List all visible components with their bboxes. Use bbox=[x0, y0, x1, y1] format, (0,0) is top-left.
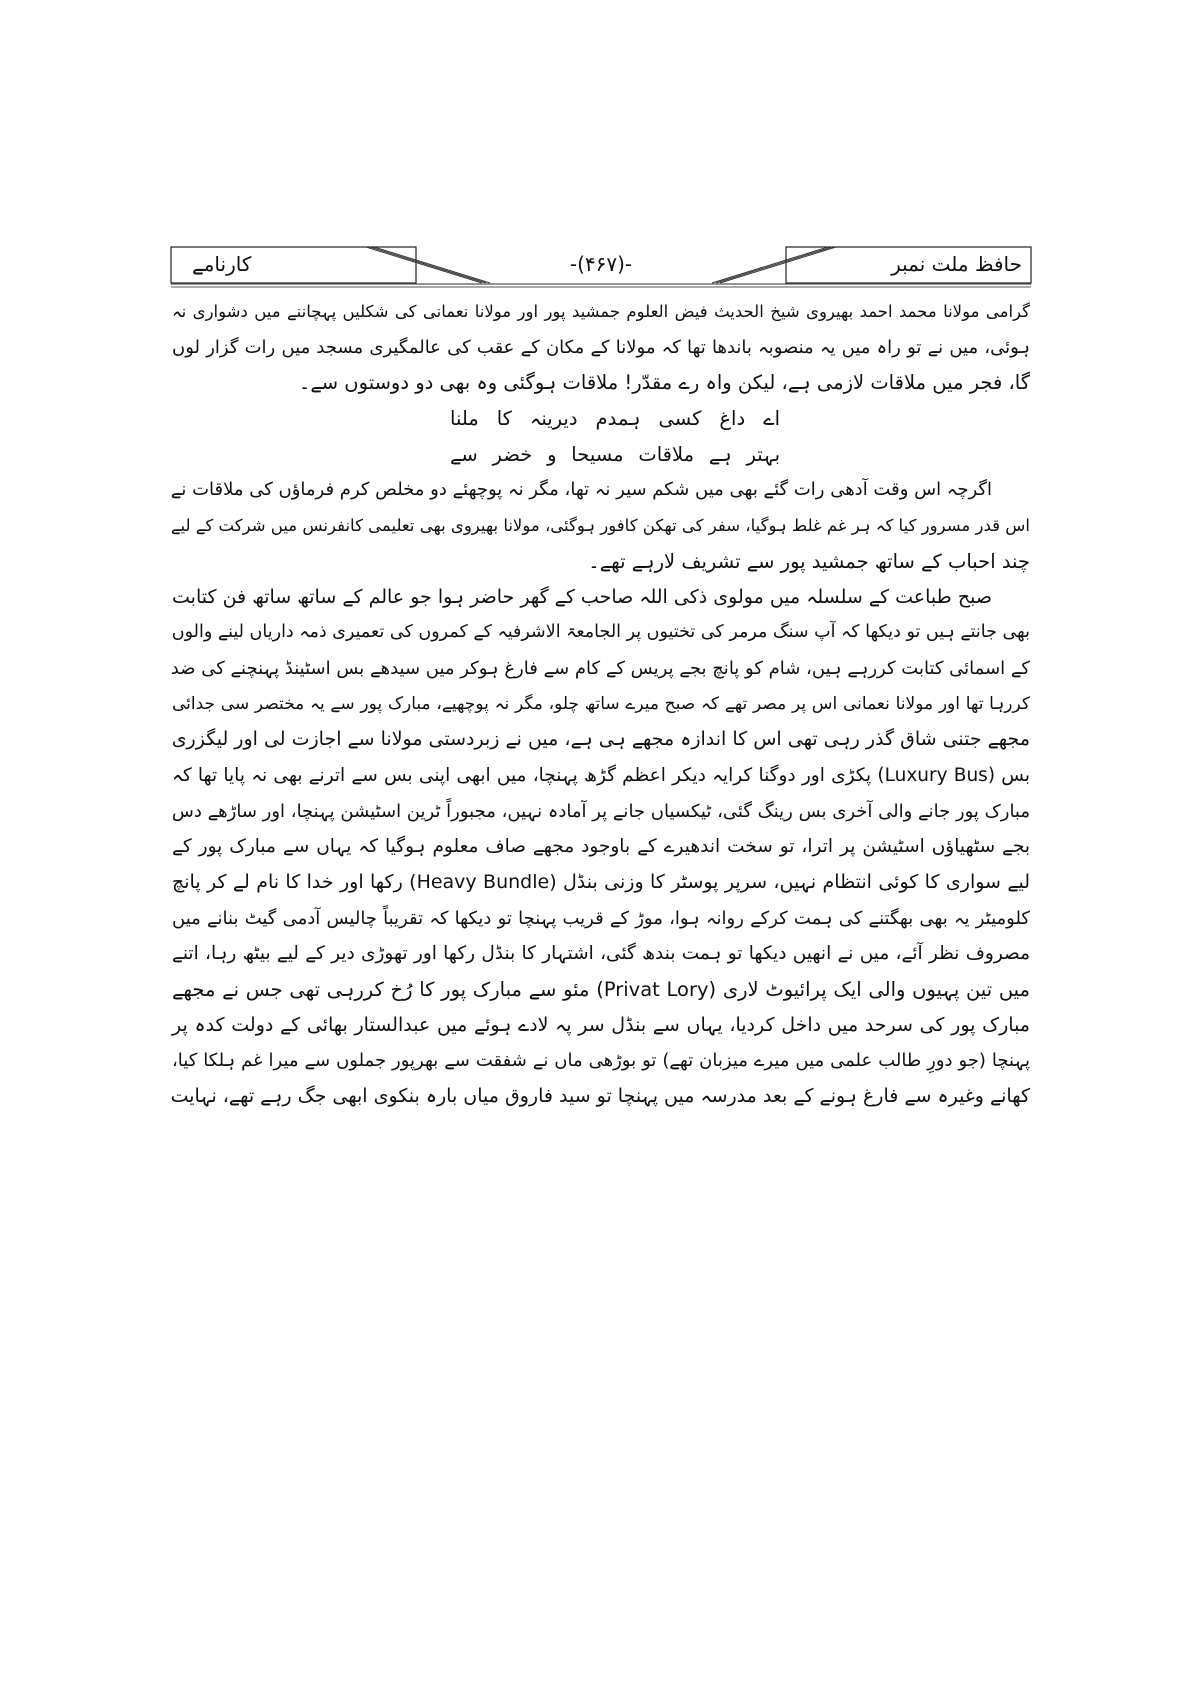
text-line: پہنچا (جو دورِ طالب علمی میں میرے میزبان تھے) تو بوڑھی ماں نے شفقت سے بھرپور جملوں سے میرا غم ہلکا کیا، bbox=[172, 1050, 1030, 1072]
text-line: مصروف نظر آئے، میں نے انھیں دیکھا تو ہمت بندھ گئی، اشتہار کا بنڈل رکھا اور تھوڑی دیر کے لیے بیٹھ رہا، اتنے bbox=[172, 943, 1030, 965]
text-line: کررہا تھا اور مولانا نعمانی اس پر مصر تھے کہ صبح میرے ساتھ چلو، مگر نہ پوچھیے، مبارک پور سے یہ مختصر سی جدائی bbox=[172, 693, 1030, 714]
text-line: بجے سٹھیاؤں اسٹیشن پر اترا، تو سخت اندھیرے کے باوجود مجھے صاف معلوم ہوگیا کہ یہاں سے مبارک پور کے bbox=[172, 836, 1030, 858]
text-line: بس (Luxury Bus) پکڑی اور دوگنا کرایہ دیکر اعظم گڑھ پہنچا، میں ابھی اپنی بس سے اترنے بھی نہ پایا تھا کہ bbox=[172, 764, 1030, 786]
text-line: کلومیٹر یہ بھی بھگتنے کی ہمت کرکے روانہ ہوا، موڑ کے قریب پہنچا تو دیکھا کہ تقریباً چالیس آدمی گیٹ بنانے میں bbox=[172, 907, 1030, 929]
text-line: گرامی مولانا محمد احمد بھیروی شیخ الحدیث فیض العلوم جمشید پور اور مولانا نعمانی کی شکلیں پہچاننے میں دشواری نہ bbox=[172, 302, 1030, 321]
issue-title: حافظ ملت نمبر bbox=[891, 252, 1022, 276]
text-line: صبح طباعت کے سلسلہ میں مولوی ذکی اللہ صاحب کے گھر حاضر ہوا جو عالم کے ساتھ ساتھ فن کتابت bbox=[172, 585, 992, 608]
text-line: کھانے وغیرہ سے فارغ ہونے کے بعد مدرسہ میں پہنچا تو سید فاروق میاں بارہ بنکوی ابھی جگ رہے تھے، نہایت bbox=[170, 1085, 1030, 1108]
text-line: مجھے جتنی شاق گذر رہی تھی اس کا اندازہ مجھے ہی ہے، میں نے زبردستی مولانا سے اجازت لی اور لیگزری bbox=[171, 728, 1030, 751]
text-line: کے اسمائی کتابت کررہے ہیں، شام کو پانچ بجے پریس کے کام سے فارغ ہوکر میں سیدھے بس اسٹینڈ پہنچنے کی ضد bbox=[170, 657, 1030, 679]
verse-line: اے داغ کسی ہمدم دیرینہ کا ملنا bbox=[450, 407, 780, 431]
page-header bbox=[170, 246, 1032, 288]
text-line: اس قدر مسرور کیا کہ ہر غم غلط ہوگیا، سفر کی تھکن کافور ہوگئی، مولانا بھیروی بھی تعلیمی کانفرنس میں شرکت کے لیے bbox=[170, 516, 1030, 536]
text-line: ہوئی، میں نے تو راہ میں یہ منصوبہ باندھا تھا کہ مولانا کے مکان کے عقب کی عالمگیری مسجد میں رات گزار لوں bbox=[172, 336, 1030, 358]
text-line: مبارک پور جانے والی آخری بس رینگ گئی، ٹیکسیاں جانے پر آمادہ نہیں، مجبوراً ٹرین اسٹیشن پہنچا، اور ساڑھے دس bbox=[171, 800, 1030, 822]
text-line: گا، فجر میں ملاقات لازمی ہے، لیکن واہ رے مقدّر! ملاقات ہوگئی وہ بھی دو دوستوں سے۔ bbox=[298, 371, 1030, 395]
text-line: بھی جانتے ہیں تو دیکھا کہ آپ سنگ مرمر کی تختیوں پر الجامعۃ الاشرفیہ کے کمروں کی تعمیری ذمہ داریاں لینے والوں bbox=[171, 622, 1030, 643]
text-line: چند احباب کے ساتھ جمشید پور سے تشریف لارہے تھے۔ bbox=[588, 549, 1030, 573]
page-body bbox=[172, 294, 1030, 1115]
page-number: -(۴۶۷)- bbox=[569, 252, 633, 276]
text-line: میں تین پہیوں والی ایک پرائیوٹ لاری (Privat Lory) مئو سے مبارک پور کا رُخ کررہی تھی جس نے مجھے bbox=[172, 978, 1030, 1002]
section-title: کارنامے bbox=[192, 252, 252, 276]
text-line: اگرچہ اس وقت آدھی رات گئے بھی میں شکم سیر نہ تھا، مگر نہ پوچھئے دو مخلص کرم فرماؤں کی ملاقات نے bbox=[170, 479, 992, 501]
verse-line: بہتر ہے ملاقات مسیحا و خضر سے bbox=[450, 442, 780, 466]
text-line: مبارک پور کی سرحد میں داخل کردیا، یہاں سے بنڈل سر پہ لادے ہوئے میں عبدالستار بھائی کے دولت کدہ پر bbox=[172, 1013, 1030, 1036]
text-line: لیے سواری کا کوئی انتظام نہیں، سرپر پوسٹر کا وزنی بنڈل (Heavy Bundle) رکھا اور خدا کا نام لے کر پانچ bbox=[172, 871, 1030, 893]
